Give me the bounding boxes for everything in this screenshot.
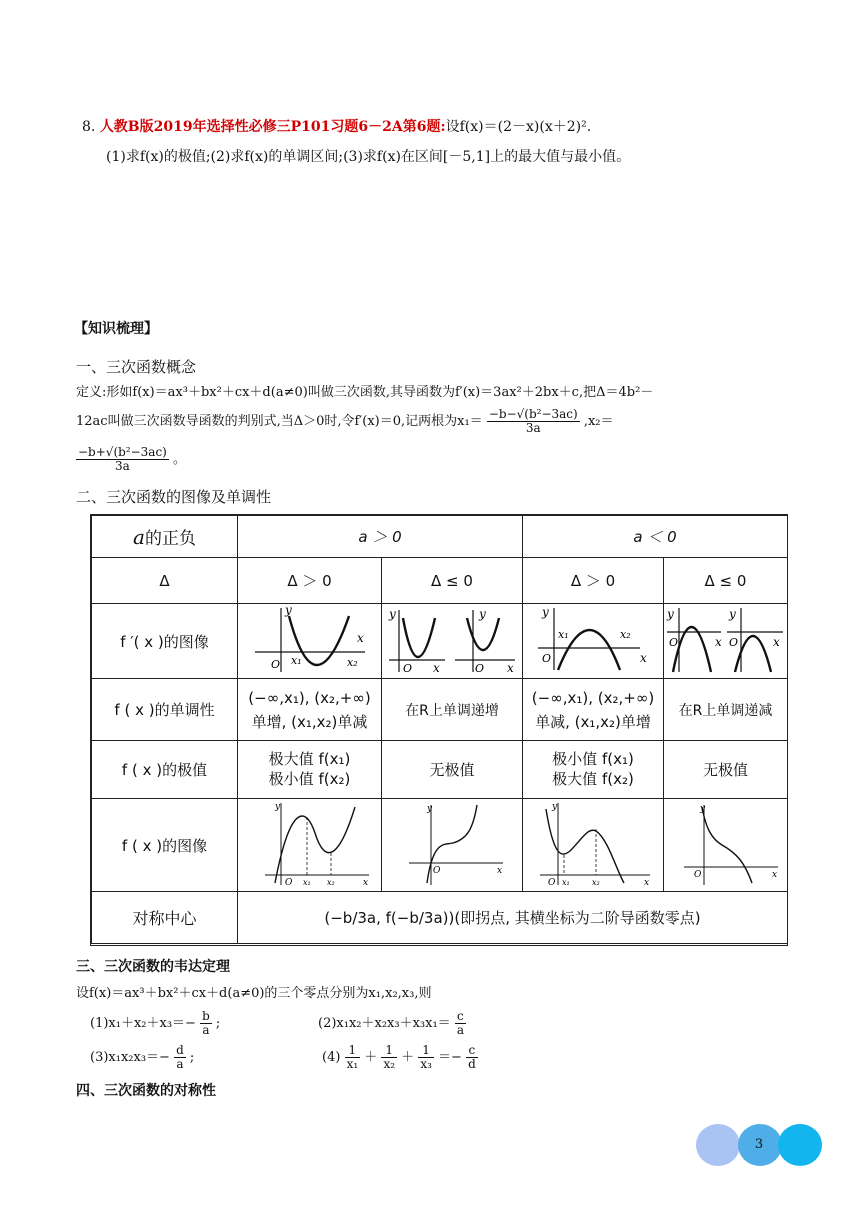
mono-neg-line2: 单减, (x₁,x₂)单增 xyxy=(535,712,651,731)
mono-pos-line1: (−∞,x₁), (x₂,+∞) xyxy=(248,688,371,707)
y-label-right: y xyxy=(479,607,486,621)
section1-heading: 一、三次函数概念 xyxy=(76,358,197,376)
vieta-formula-3 xyxy=(90,1044,194,1071)
cell-mono-pos-le: 在R上单调递增 xyxy=(382,679,523,741)
problem-statement: 设f(x)＝(2－x)(x＋2)². xyxy=(445,119,592,135)
cell-fprime-graph-3 xyxy=(523,604,664,679)
section1-line2 xyxy=(76,408,614,435)
cell-fprime-graph-2 xyxy=(382,604,523,679)
cell-mono-neg-gt xyxy=(523,679,664,741)
ext-neg-line2: 极大值 f(x₂) xyxy=(552,769,634,788)
cell-fprime-graph-1 xyxy=(238,604,382,679)
x-label: x xyxy=(362,878,368,887)
section1-line3 xyxy=(76,446,186,473)
table-row-delta xyxy=(92,558,788,604)
x-label-left: x xyxy=(714,635,722,649)
cell-fgraph-4 xyxy=(664,799,788,892)
table-row-sign xyxy=(92,516,788,558)
table-row-symmetry xyxy=(92,892,788,944)
fprime-plot-up-no-roots xyxy=(383,604,521,674)
section1-line1: 定义:形如f(x)＝ax³＋bx²＋cx＋d(a≠0)叫做三次函数,其导函数为f′(x)＝3ax²＋2bx＋c,把Δ＝4b²－ xyxy=(76,385,654,400)
x2-label: x₂ xyxy=(592,878,600,887)
vieta-3-num: d xyxy=(176,1043,184,1057)
vieta-1-text: (1)x₁＋x₂＋x₃＝− xyxy=(90,1016,196,1032)
y-label-left: y xyxy=(389,607,396,621)
vieta-3-fraction xyxy=(174,1044,186,1071)
cell-fgraph-1 xyxy=(238,799,382,892)
cell-delta-gt-pos: Δ ＞ 0 xyxy=(238,558,382,604)
y-label: y xyxy=(699,804,705,814)
vieta-2-num: c xyxy=(455,1010,466,1024)
ext-pos-line2: 极小值 f(x₂) xyxy=(268,769,351,788)
sign-label-rest: 的正负 xyxy=(144,529,196,549)
x-label-right: x xyxy=(772,635,780,649)
vieta-2-fraction xyxy=(455,1010,466,1037)
x-label-right: x xyxy=(507,661,514,674)
x-label: x xyxy=(771,870,777,880)
vieta-1-den: a xyxy=(202,1023,210,1038)
vieta-4-plus-1: ＋ xyxy=(364,1050,378,1066)
vieta-4-num-2: 1 xyxy=(381,1044,397,1058)
knowledge-title: 【知识梳理】 xyxy=(74,321,158,337)
mono-pos-line2: 单增, (x₁,x₂)单减 xyxy=(251,712,368,731)
x2-fraction xyxy=(76,446,169,473)
x-label: x xyxy=(497,866,503,876)
cell-fprime-graph-4 xyxy=(664,604,788,679)
vieta-4-frac-1 xyxy=(345,1044,361,1071)
vieta-4-den-3: x₃ xyxy=(420,1057,432,1072)
y-label: y xyxy=(274,802,280,812)
vieta-3-end: ; xyxy=(189,1050,195,1066)
section2-heading: 二、三次函数的图像及单调性 xyxy=(76,488,272,506)
vieta-formula-4 xyxy=(322,1044,478,1071)
vieta-4-text: (4) xyxy=(322,1050,341,1066)
cell-sym-label: 对称中心 xyxy=(92,892,238,944)
y-label-right: y xyxy=(728,607,736,621)
vieta-4-frac-3 xyxy=(418,1044,434,1071)
cell-fgraph-2 xyxy=(382,799,523,892)
x1-label: x₁ xyxy=(290,654,302,667)
ext-pos-line1: 极大值 f(x₁) xyxy=(268,750,351,768)
mono-neg-line1: (−∞,x₁), (x₂,+∞) xyxy=(531,688,655,707)
page-circle-right xyxy=(778,1124,822,1166)
cell-fgraph-label: f ( x )的图像 xyxy=(92,799,238,892)
cubic-function-table xyxy=(90,514,788,946)
vieta-2-text: (2)x₁x₂＋x₂x₃＋x₃x₁＝ xyxy=(318,1016,451,1032)
origin-label: O xyxy=(693,870,701,880)
section4-heading: 四、三次函数的对称性 xyxy=(76,1083,216,1099)
y-label: y xyxy=(552,802,558,812)
parabola-above xyxy=(467,618,499,650)
cell-mono-neg-le: 在R上单调递减 xyxy=(664,679,788,741)
section1-line2a: 12ac叫做三次函数导函数的判别式,当Δ＞0时,令f′(x)＝0,记两根为x₁＝ xyxy=(76,414,483,430)
cell-mono-pos-gt xyxy=(238,679,382,741)
cell-fprime-label: f ′( x )的图像 xyxy=(92,604,238,679)
x1-label: x₁ xyxy=(302,878,311,887)
page-circle-left xyxy=(696,1124,740,1166)
origin-label-right: O xyxy=(475,662,485,674)
cell-delta-label: Δ xyxy=(92,558,238,604)
vieta-4-den-2: x₂ xyxy=(383,1057,396,1072)
vieta-4-plus-2: ＋ xyxy=(401,1050,415,1066)
x-label-left: x xyxy=(433,661,440,674)
parabola-touch xyxy=(403,618,435,657)
vieta-4-den-1: x₁ xyxy=(346,1057,359,1072)
y-label-left: y xyxy=(666,607,674,621)
fprime-plot-down-two-roots xyxy=(528,604,658,674)
vieta-2-den: a xyxy=(456,1023,464,1038)
vieta-4-num-3: 1 xyxy=(418,1044,434,1058)
origin-label: O xyxy=(270,658,280,671)
cell-mono-label: f ( x )的单调性 xyxy=(92,679,238,741)
origin-label: O xyxy=(284,878,292,887)
x2-label: x₂ xyxy=(620,628,631,641)
cell-ext-pos-gt xyxy=(238,741,382,799)
y-label: y xyxy=(427,804,433,814)
sign-label-a: a xyxy=(133,525,145,549)
fprime-plot-down-no-roots xyxy=(665,604,787,674)
vieta-3-den: a xyxy=(176,1057,184,1072)
vieta-4-eq: ＝− xyxy=(438,1050,462,1066)
vieta-formula-1 xyxy=(90,1010,220,1037)
vieta-4-frac-result xyxy=(466,1044,478,1071)
table-row-mono xyxy=(92,679,788,741)
section3-heading: 三、三次函数的韦达定理 xyxy=(76,959,230,975)
problem-number: 8. xyxy=(82,119,96,135)
vieta-3-text: (3)x₁x₂x₃＝− xyxy=(90,1050,170,1066)
table-row-fprime xyxy=(92,604,788,679)
y-label: y xyxy=(284,604,292,617)
f-plot-neg-decreasing xyxy=(666,799,786,887)
problem-8-title xyxy=(82,116,591,136)
cell-a-positive: a ＞ 0 xyxy=(238,516,523,558)
table-row-extreme xyxy=(92,741,788,799)
vieta-1-num: b xyxy=(202,1009,210,1023)
origin-label-right: O xyxy=(728,636,738,649)
vieta-1-end: ; xyxy=(215,1016,221,1032)
origin-label-left: O xyxy=(403,662,413,674)
x2-label: x₂ xyxy=(346,656,358,669)
x-label: x xyxy=(644,878,650,887)
vieta-4-num-result: c xyxy=(466,1044,478,1058)
cubic-curve xyxy=(275,807,355,883)
table-grid xyxy=(91,515,788,944)
x-label: x xyxy=(356,631,364,645)
x1-label: x₁ xyxy=(558,628,569,641)
x2-numerator: −b+√(b²−3ac) xyxy=(78,445,167,459)
cell-delta-le-neg: Δ ≤ 0 xyxy=(664,558,788,604)
cell-delta-le-pos: Δ ≤ 0 xyxy=(382,558,523,604)
cell-delta-gt-neg: Δ ＞ 0 xyxy=(523,558,664,604)
x1-denominator: 3a xyxy=(525,421,541,436)
f-plot-pos-increasing xyxy=(387,799,517,887)
cell-ext-neg-gt xyxy=(523,741,664,799)
cell-ext-label: f ( x )的极值 xyxy=(92,741,238,799)
vieta-4-frac-2 xyxy=(381,1044,397,1071)
cell-sign-label xyxy=(92,516,238,558)
origin-label-left: O xyxy=(668,636,678,649)
vieta-1-fraction xyxy=(200,1010,212,1037)
vieta-4-num-1: 1 xyxy=(345,1044,361,1058)
cell-a-negative: a ＜ 0 xyxy=(523,516,788,558)
section1-line2b: ,x₂＝ xyxy=(583,414,614,430)
problem-parts: (1)求f(x)的极值;(2)求f(x)的单调区间;(3)求f(x)在区间[－5,1]上的最大值与最小值。 xyxy=(106,149,631,165)
cell-ext-neg-le: 无极值 xyxy=(664,741,788,799)
section1-line3-end: 。 xyxy=(173,452,187,468)
origin-label: O xyxy=(433,866,441,876)
vieta-formula-2 xyxy=(318,1010,466,1037)
f-plot-neg-two-extrema xyxy=(528,799,658,887)
x2-denominator: 3a xyxy=(115,459,130,474)
x1-numerator: −b−√(b²−3ac) xyxy=(488,407,578,421)
f-plot-pos-two-extrema xyxy=(245,799,375,887)
origin-label: O xyxy=(542,652,552,665)
x2-label: x₂ xyxy=(326,878,335,887)
cell-sym-center: (−b/3a, f(−b/3a))(即拐点, 其横坐标为二阶导函数零点) xyxy=(238,892,788,944)
origin-label: O xyxy=(548,878,556,887)
x1-fraction xyxy=(487,408,580,435)
ext-neg-line1: 极小值 f(x₁) xyxy=(552,750,634,768)
y-label: y xyxy=(542,605,549,619)
table-row-fgraph xyxy=(92,799,788,892)
fprime-plot-up-two-roots xyxy=(245,604,375,674)
cell-ext-pos-le: 无极值 xyxy=(382,741,523,799)
section3-intro: 设f(x)＝ax³＋bx²＋cx＋d(a≠0)的三个零点分别为x₁,x₂,x₃,则 xyxy=(76,986,432,1001)
x-label: x xyxy=(640,651,647,665)
x1-label: x₁ xyxy=(562,878,570,887)
cell-fgraph-3 xyxy=(523,799,664,892)
page-number: 3 xyxy=(754,1137,764,1152)
problem-source: 人教B版2019年选择性必修三P101习题6－2A第6题: xyxy=(99,119,446,135)
vieta-4-den-result: d xyxy=(468,1057,476,1072)
cubic-curve xyxy=(702,807,752,883)
